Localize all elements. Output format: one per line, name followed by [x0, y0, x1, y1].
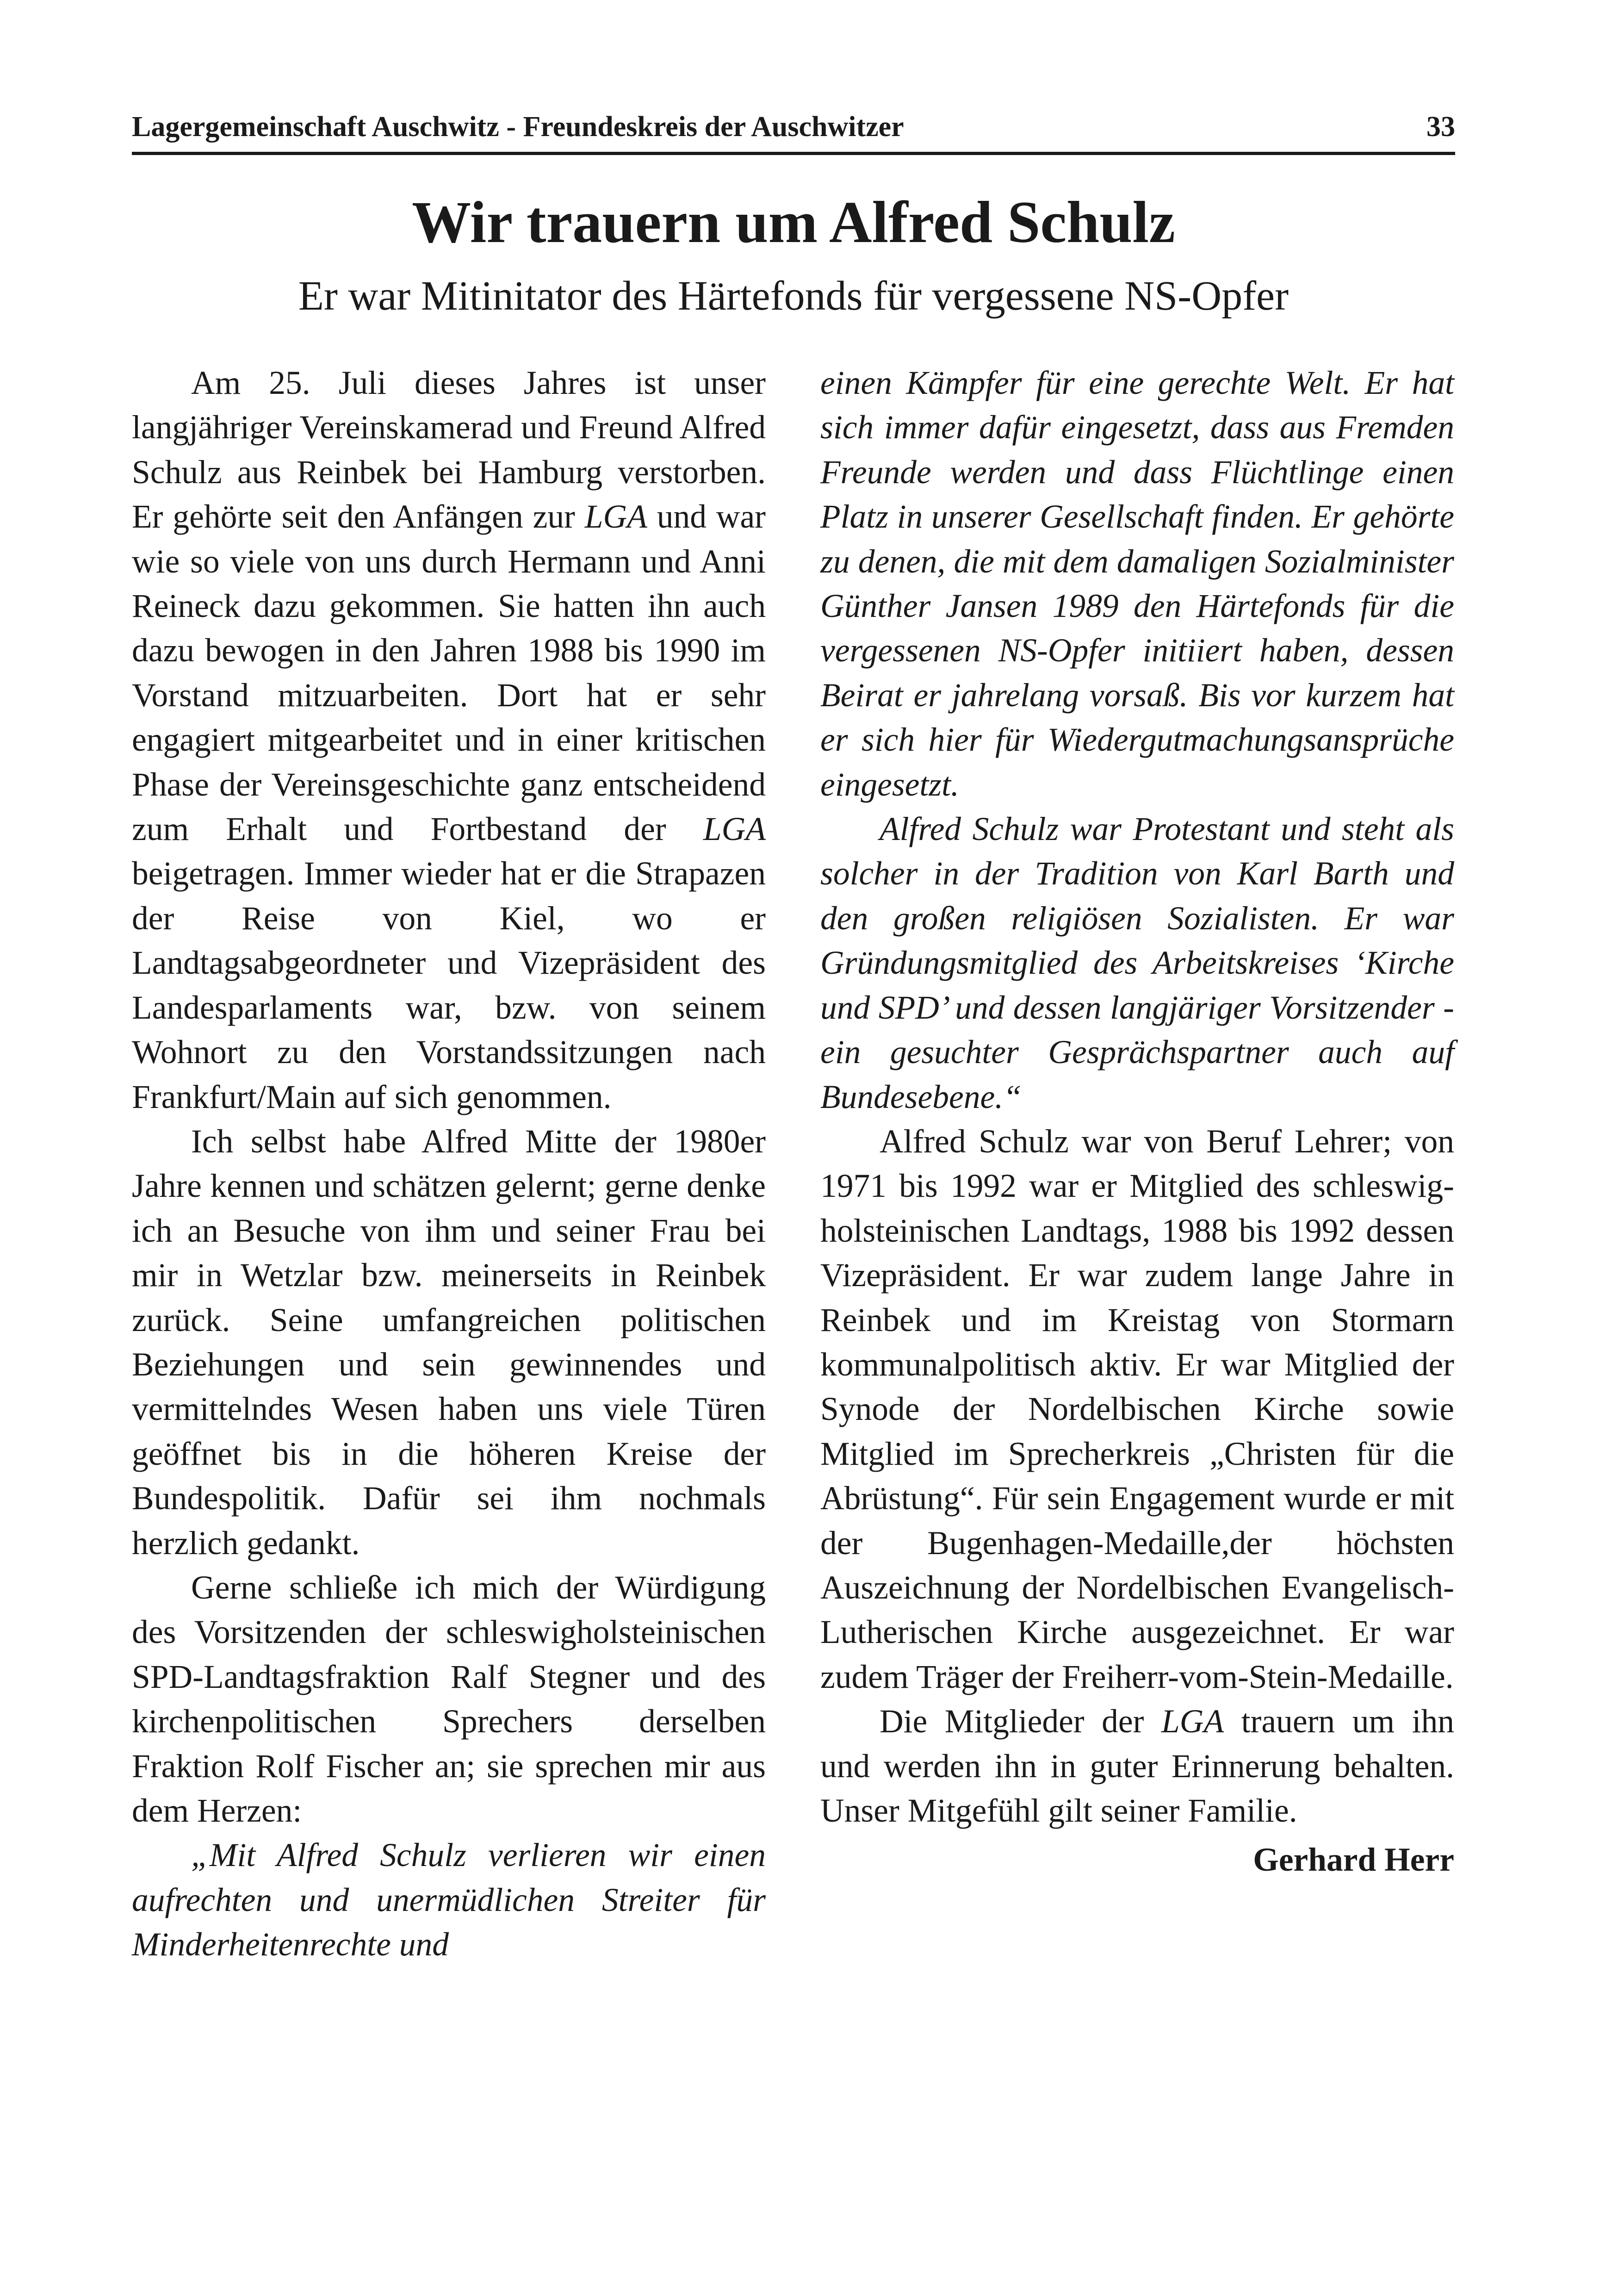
- running-header: [132, 102, 1455, 143]
- paragraph: Am 25. Juli dieses Jahres ist unser langjähriger Vereinskamerad und Freund Alfred Schulz aus Reinbek bei Hamburg verstorben. Er gehörte seit den Anfängen zur LGA und war wie so viele von uns durch Hermann und Anni Reineck dazu gekommen. Sie hatten ihn auch dazu bewogen in den Jahren 1988 bis 1990 im Vorstand mitzuarbeiten. Dort hat er sehr engagiert mitgearbeitet und in einer kritischen Phase der Vereinsgeschichte ganz entscheidend zum Erhalt und Fortbestand der LGA beigetragen. Immer wieder hat er die Strapazen der Reise von Kiel, wo er Landtagsabgeordneter und Vizepräsident des Landesparlaments war, bzw. von seinem Wohnort zu den Vorstandssitzungen nach Frankfurt/Main auf sich genommen.: [132, 365, 766, 1115]
- paragraph: Die Mitglieder der LGA trauern um ihn und werden ihn in guter Erinnerung behalten. Unser Mitgefühl gilt seiner Familie.: [820, 1703, 1454, 1829]
- quote-paragraph: einen Kämpfer für eine gerechte Welt. Er hat sich immer dafür eingesetzt, dass aus Fremden Freunde werden und dass Flüchtlinge einen Platz in unserer Gesellschaft finden. Er gehörte zu denen, die mit dem damaligen Sozialminister Günther Jansen 1989 den Härtefonds für die vergessenen NS-Opfer initiiert haben, dessen Beirat er jahrelang vorsaß. Bis vor kurzem hat er sich hier für Wiedergutmachungsansprüche eingesetzt.: [820, 365, 1454, 803]
- paragraph: Alfred Schulz war von Beruf Lehrer; von 1971 bis 1992 war er Mitglied des schleswig-holsteinischen Landtags, 1988 bis 1992 dessen Vizepräsident. Er war zudem lange Jahre in Reinbek und im Kreistag von Stormarn kommunalpolitisch aktiv. Er war Mitglied der Synode der Nordelbischen Kirche sowie Mitglied im Sprecherkreis „Christen für die Abrüstung“. Für sein Engagement wurde er mit der Bugenhagen-Medaille,der höchsten Auszeichnung der Nordelbischen Evangelisch-Lutherischen Kirche ausgezeichnet. Er war zudem Träger der Freiherr-vom-Stein-Medaille.: [820, 1123, 1454, 1695]
- author-signature: Gerhard Herr: [1253, 1842, 1454, 1879]
- right-column: [820, 361, 1454, 1883]
- article-subtitle: Er war Mitinitator des Härtefonds für vergessene NS-Opfer: [298, 273, 1289, 319]
- left-column: [132, 361, 766, 1967]
- header-rule: [132, 152, 1455, 155]
- lga-abbreviation: LGA: [1161, 1703, 1224, 1740]
- quote-paragraph: Alfred Schulz war Protestant und steht als solcher in der Tradition von Karl Barth und den großen religiösen Sozialisten. Er war Gründungsmitglied des Arbeitskreises ‘Kirche und SPD’ und dessen langjäriger Vorsitzender - ein gesuchter Gesprächspartner auch auf Bundesebene.“: [820, 811, 1454, 1115]
- paragraph: Gerne schließe ich mich der Würdigung des Vorsitzenden der schleswigholsteinischen SPD-Landtagsfraktion Ralf Stegner und des kirchenpolitischen Sprechers derselben Fraktion Rolf Fischer an; sie sprechen mir aus dem Herzen:: [132, 1569, 766, 1829]
- article-title: Wir trauern um Alfred Schulz: [412, 189, 1175, 255]
- paragraph: Ich selbst habe Alfred Mitte der 1980er Jahre kennen und schätzen gelernt; gerne denke ich an Besuche von ihm und seiner Frau bei mir in Wetzlar bzw. meinerseits in Reinbek zurück. Seine umfangreichen politischen Beziehungen und sein gewinnendes und vermittelndes Wesen haben uns viele Türen geöffnet bis in die höheren Kreise der Bundespolitik. Dafür sei ihm nochmals herzlich gedankt.: [132, 1123, 766, 1562]
- lga-abbreviation: LGA: [703, 811, 766, 848]
- page-number: 33: [1426, 111, 1455, 143]
- running-title: Lagergemeinschaft Auschwitz - Freundeskreis der Auschwitzer: [132, 111, 904, 143]
- quote-paragraph: „Mit Alfred Schulz verlieren wir einen aufrechten und unermüdlichen Streiter für Minderheitenrechte und: [132, 1837, 766, 1963]
- lga-abbreviation: LGA: [584, 498, 647, 535]
